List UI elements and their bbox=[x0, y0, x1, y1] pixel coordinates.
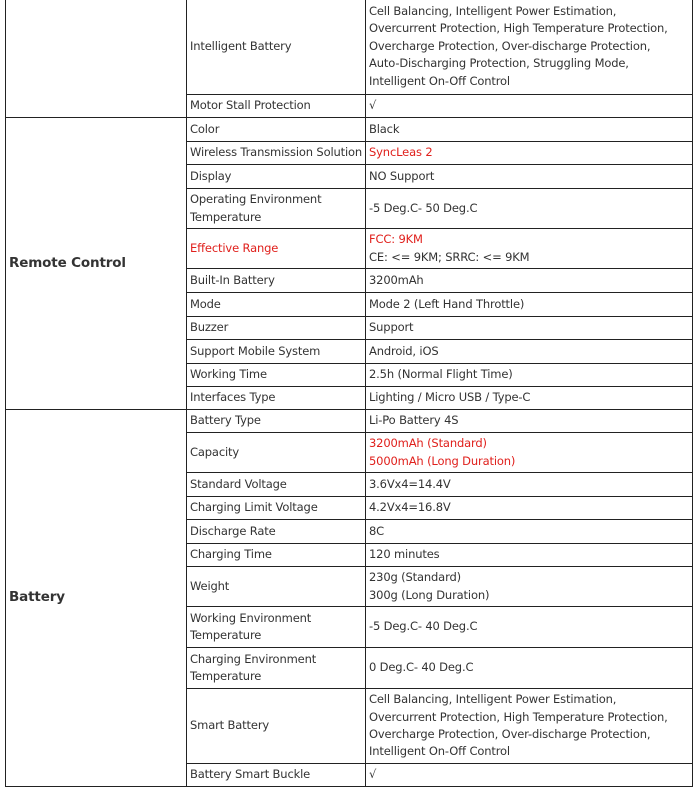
spec-value-line: Cell Balancing, Intelligent Power Estimation, bbox=[369, 3, 617, 18]
spec-value bbox=[366, 387, 693, 410]
spec-value-line: CE: <= 9KM; SRRC: <= 9KM bbox=[369, 249, 530, 264]
spec-label bbox=[187, 648, 366, 689]
spec-label: Weight bbox=[187, 567, 366, 607]
spec-value-line: Intelligent On-Off Control bbox=[369, 73, 510, 88]
spec-value bbox=[366, 497, 693, 520]
spec-label bbox=[187, 607, 366, 648]
spec-value-line: 3.6Vx4=14.4V bbox=[369, 476, 451, 491]
spec-value bbox=[366, 544, 693, 567]
spec-label: Interfaces Type bbox=[187, 387, 366, 410]
spec-value-line: Auto-Discharging Protection, Struggling Mode, bbox=[369, 56, 629, 71]
spec-value-line: 4.2Vx4=16.8V bbox=[369, 500, 451, 515]
spec-label bbox=[187, 189, 366, 229]
spec-label-line: Temperature bbox=[190, 209, 262, 224]
spec-value-line: Support bbox=[369, 320, 414, 335]
spec-value bbox=[366, 118, 693, 142]
spec-value-line: 8C bbox=[369, 523, 385, 538]
spec-value bbox=[366, 293, 693, 317]
spec-label: Buzzer bbox=[187, 317, 366, 340]
spec-label-line: Temperature bbox=[190, 669, 262, 683]
spec-value-line: Overcharge Protection, Over-discharge Protection, bbox=[369, 727, 651, 741]
spec-value-line: 2.5h (Normal Flight Time) bbox=[369, 367, 513, 382]
spec-value bbox=[366, 689, 693, 764]
spec-value-line: Cell Balancing, Intelligent Power Estimation, bbox=[369, 692, 617, 707]
spec-value-line: 120 minutes bbox=[369, 547, 440, 562]
spec-value bbox=[366, 340, 693, 364]
spec-value bbox=[366, 607, 693, 648]
spec-value bbox=[366, 0, 693, 95]
spec-label: Display bbox=[187, 165, 366, 189]
spec-label: Effective Range bbox=[187, 229, 366, 269]
spec-label: Smart Battery bbox=[187, 689, 366, 764]
spec-value bbox=[366, 189, 693, 229]
section-header: Battery bbox=[6, 410, 187, 787]
spec-label: Standard Voltage bbox=[187, 473, 366, 497]
spec-label: Wireless Transmission Solution bbox=[187, 142, 366, 165]
spec-row bbox=[6, 0, 693, 95]
spec-value-line: Li-Po Battery 4S bbox=[369, 413, 459, 428]
spec-value bbox=[366, 229, 693, 269]
spec-value bbox=[366, 269, 693, 293]
spec-label-line: Temperature bbox=[190, 628, 262, 642]
spec-label: Discharge Rate bbox=[187, 520, 366, 544]
spec-value-line: -5 Deg.C- 40 Deg.C bbox=[369, 619, 478, 634]
spec-value-line: 0 Deg.C- 40 Deg.C bbox=[369, 660, 474, 675]
spec-table bbox=[5, 0, 693, 787]
spec-value-line: -5 Deg.C- 50 Deg.C bbox=[369, 200, 478, 215]
spec-value-line: Black bbox=[369, 121, 400, 136]
spec-value bbox=[366, 410, 693, 433]
spec-label: Battery Type bbox=[187, 410, 366, 433]
spec-value-line: FCC: 9KM bbox=[369, 232, 423, 247]
spec-value bbox=[366, 364, 693, 387]
spec-label-line: Charging Environment bbox=[190, 651, 317, 666]
spec-value-line: Intelligent On-Off Control bbox=[369, 744, 510, 759]
spec-value-line: Overcharge Protection, Over-discharge Protection, bbox=[369, 38, 651, 53]
section-header: Remote Control bbox=[6, 118, 187, 410]
spec-label: Mode bbox=[187, 293, 366, 317]
spec-label: Color bbox=[187, 118, 366, 142]
spec-value-line: Overcurrent Protection, High Temperature Protection, bbox=[369, 709, 668, 724]
spec-label-line: Working Environment bbox=[190, 610, 312, 625]
spec-label: Working Time bbox=[187, 364, 366, 387]
spec-label: Motor Stall Protection bbox=[187, 95, 366, 118]
spec-value-line: Mode 2 (Left Hand Throttle) bbox=[369, 296, 525, 311]
spec-label: Charging Time bbox=[187, 544, 366, 567]
spec-value-line: NO Support bbox=[369, 168, 435, 183]
spec-value bbox=[366, 764, 693, 787]
spec-value-line: 5000mAh (Long Duration) bbox=[369, 453, 516, 468]
spec-label: Intelligent Battery bbox=[187, 0, 366, 95]
spec-label: Charging Limit Voltage bbox=[187, 497, 366, 520]
spec-value-line: √ bbox=[369, 98, 377, 113]
spec-label: Capacity bbox=[187, 433, 366, 473]
spec-value bbox=[366, 142, 693, 165]
spec-row bbox=[6, 410, 693, 433]
spec-value bbox=[366, 473, 693, 497]
spec-value bbox=[366, 165, 693, 189]
spec-value bbox=[366, 95, 693, 118]
spec-label: Built-In Battery bbox=[187, 269, 366, 293]
spec-value-line: SyncLeas 2 bbox=[369, 145, 433, 160]
spec-value-line: Android, iOS bbox=[369, 343, 439, 358]
spec-label: Battery Smart Buckle bbox=[187, 764, 366, 787]
spec-value-line: 3200mAh (Standard) bbox=[369, 436, 487, 451]
spec-value bbox=[366, 520, 693, 544]
spec-value bbox=[366, 567, 693, 607]
section-header bbox=[6, 0, 187, 118]
spec-label: Support Mobile System bbox=[187, 340, 366, 364]
spec-value-line: 230g (Standard) bbox=[369, 570, 461, 585]
spec-value-line: 3200mAh bbox=[369, 272, 424, 287]
spec-value bbox=[366, 317, 693, 340]
spec-label-line: Operating Environment bbox=[190, 192, 322, 207]
spec-value-line: 300g (Long Duration) bbox=[369, 587, 490, 602]
spec-value-line: Overcurrent Protection, High Temperature Protection, bbox=[369, 21, 668, 36]
spec-row bbox=[6, 118, 693, 142]
spec-table-body bbox=[6, 0, 693, 787]
spec-value bbox=[366, 433, 693, 473]
spec-value-line: Lighting / Micro USB / Type-C bbox=[369, 390, 531, 405]
spec-value-line: √ bbox=[369, 767, 377, 782]
spec-value bbox=[366, 648, 693, 689]
